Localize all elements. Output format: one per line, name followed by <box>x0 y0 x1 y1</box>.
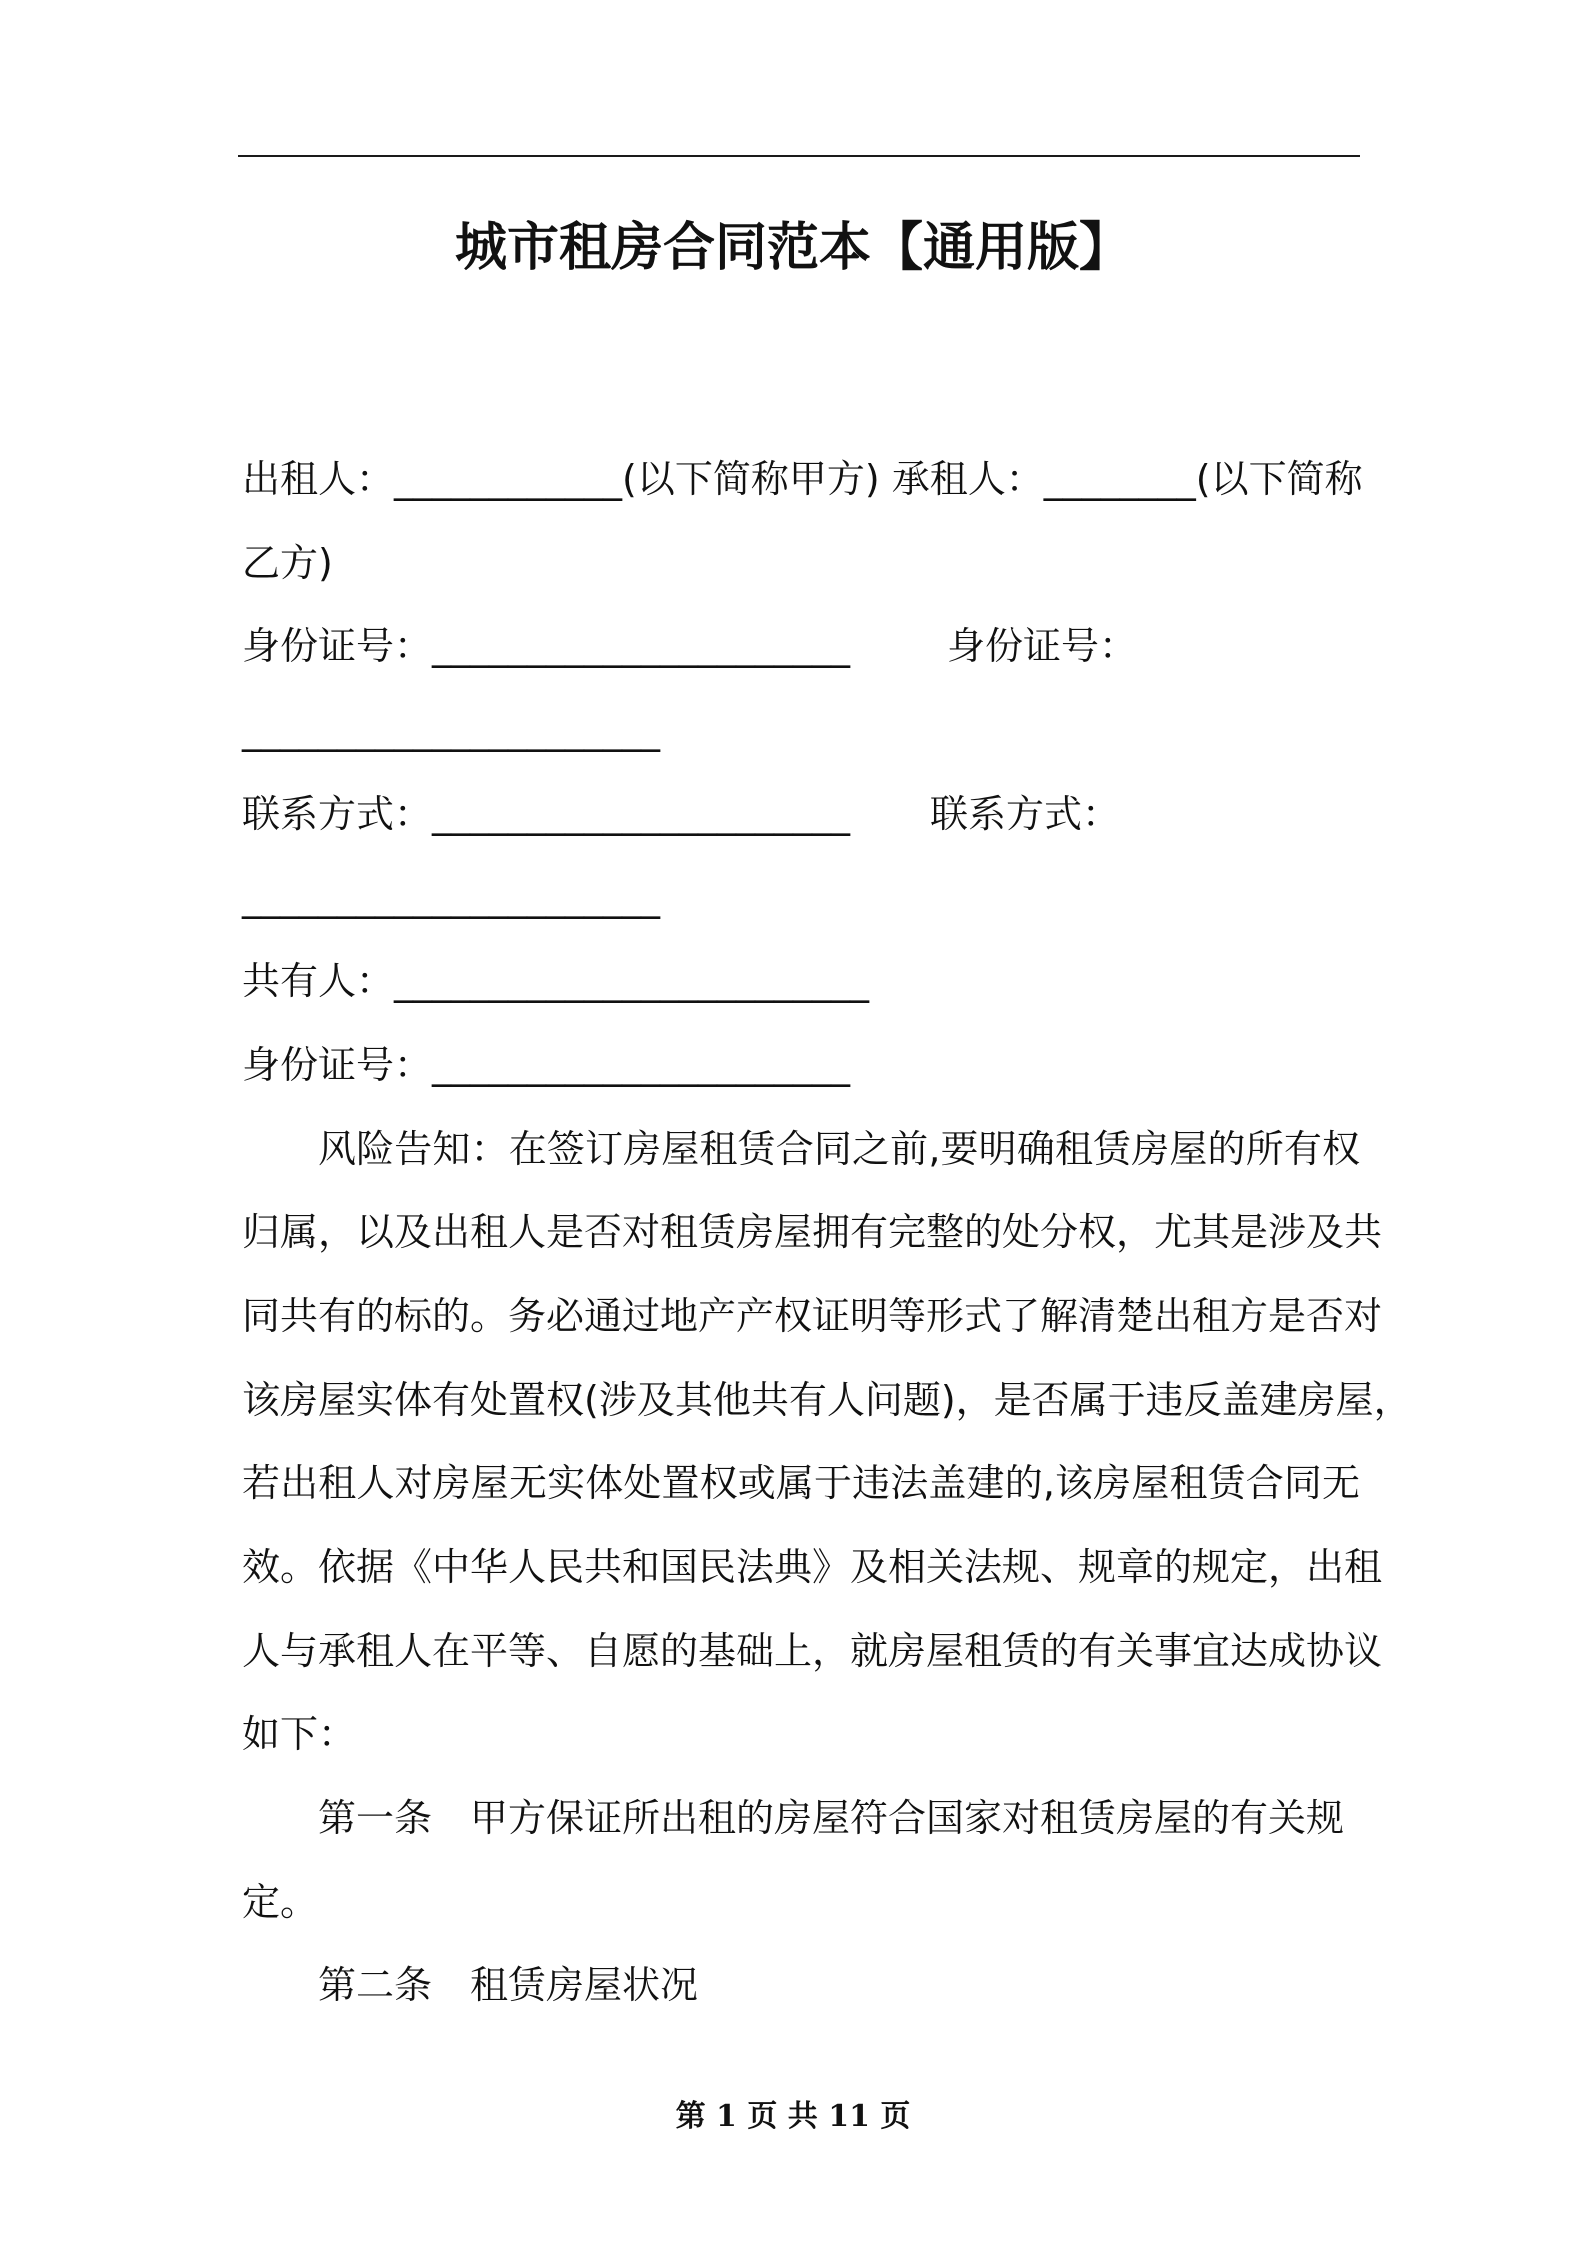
co-owner-id-blank: ______________________ <box>432 1042 851 1087</box>
lessor-name-blank: ____________ <box>394 457 623 501</box>
risk-notice-line: 归属，以及出租人是否对租赁房屋拥有完整的处分权，尤其是涉及共 <box>242 1210 1383 1255</box>
document-title: 城市租房合同范本【通用版】 <box>454 218 1131 278</box>
article-1-text: 定。 <box>242 1879 319 1924</box>
co-owner-line <box>242 940 1360 1024</box>
document-body <box>242 438 1412 2028</box>
lessor-label: 出租人： <box>242 457 395 501</box>
risk-notice-line: 风险告知：在签订房屋租赁合同之前,要明确租赁房屋的所有权 <box>318 1126 1360 1171</box>
co-owner-id-line <box>242 1024 1360 1108</box>
co-owner-id-label: 身份证号： <box>242 1042 433 1087</box>
lessee-alias-note-start: (以下简称 <box>1195 457 1363 501</box>
party-line-continued <box>242 522 1360 606</box>
lessee-contact-blank: ______________________ <box>242 875 660 920</box>
lessee-label: 承租人： <box>891 457 1044 501</box>
risk-notice-line: 人与承租人在平等、自愿的基础上，就房屋租赁的有关事宜达成协议 <box>242 1628 1383 1673</box>
lessee-id-label: 身份证号： <box>947 624 1138 669</box>
co-owner-blank: _________________________ <box>394 959 870 1004</box>
article-2-number: 第二条 <box>318 1963 433 2008</box>
lessor-alias-note: (以下简称甲方) <box>622 457 880 501</box>
article-1-text: 甲方保证所出租的房屋符合国家对租赁房屋的有关规 <box>470 1796 1345 1840</box>
article-1-number: 第一条 <box>318 1796 433 1840</box>
article-2-line <box>242 1944 1360 2028</box>
id-number-line <box>242 605 1360 689</box>
party-line-lessor-lessee <box>242 438 1363 522</box>
lessee-alias-note-end: 乙方) <box>242 540 333 585</box>
article-1-line <box>242 1861 1360 1945</box>
header-rule <box>238 155 1360 157</box>
contact-line <box>242 773 1360 857</box>
risk-notice-line: 效。依据《中华人民共和国民法典》及相关法规、规章的规定，出租 <box>242 1544 1383 1589</box>
lessor-contact-label: 联系方式： <box>242 791 433 836</box>
risk-notice-line: 该房屋实体有处置权(涉及其他共有人问题)，是否属于违反盖建房屋， <box>242 1377 1412 1422</box>
lessee-contact-blank-line <box>242 856 1360 940</box>
risk-notice-line: 如下： <box>242 1712 357 1757</box>
risk-notice-line: 同共有的标的。务必通过地产产权证明等形式了解清楚出租方是否对 <box>242 1293 1383 1338</box>
page-number-footer: 第 1 页 共 11 页 <box>675 2099 911 2134</box>
co-owner-label: 共有人： <box>242 959 395 1004</box>
lessee-contact-label: 联系方式： <box>930 791 1121 836</box>
lessor-id-blank: ______________________ <box>432 624 851 669</box>
lessee-id-blank: ______________________ <box>242 708 660 753</box>
lessor-id-label: 身份证号： <box>242 624 433 669</box>
risk-notice-line: 若出租人对房屋无实体处置权或属于违法盖建的,该房屋租赁合同无 <box>242 1461 1360 1506</box>
lessee-id-blank-line <box>242 689 1360 773</box>
lessor-contact-blank: ______________________ <box>432 791 851 836</box>
article-2-text: 租赁房屋状况 <box>470 1963 699 2008</box>
article-1-line <box>242 1777 1360 1861</box>
lessee-name-blank: ________ <box>1043 457 1196 501</box>
